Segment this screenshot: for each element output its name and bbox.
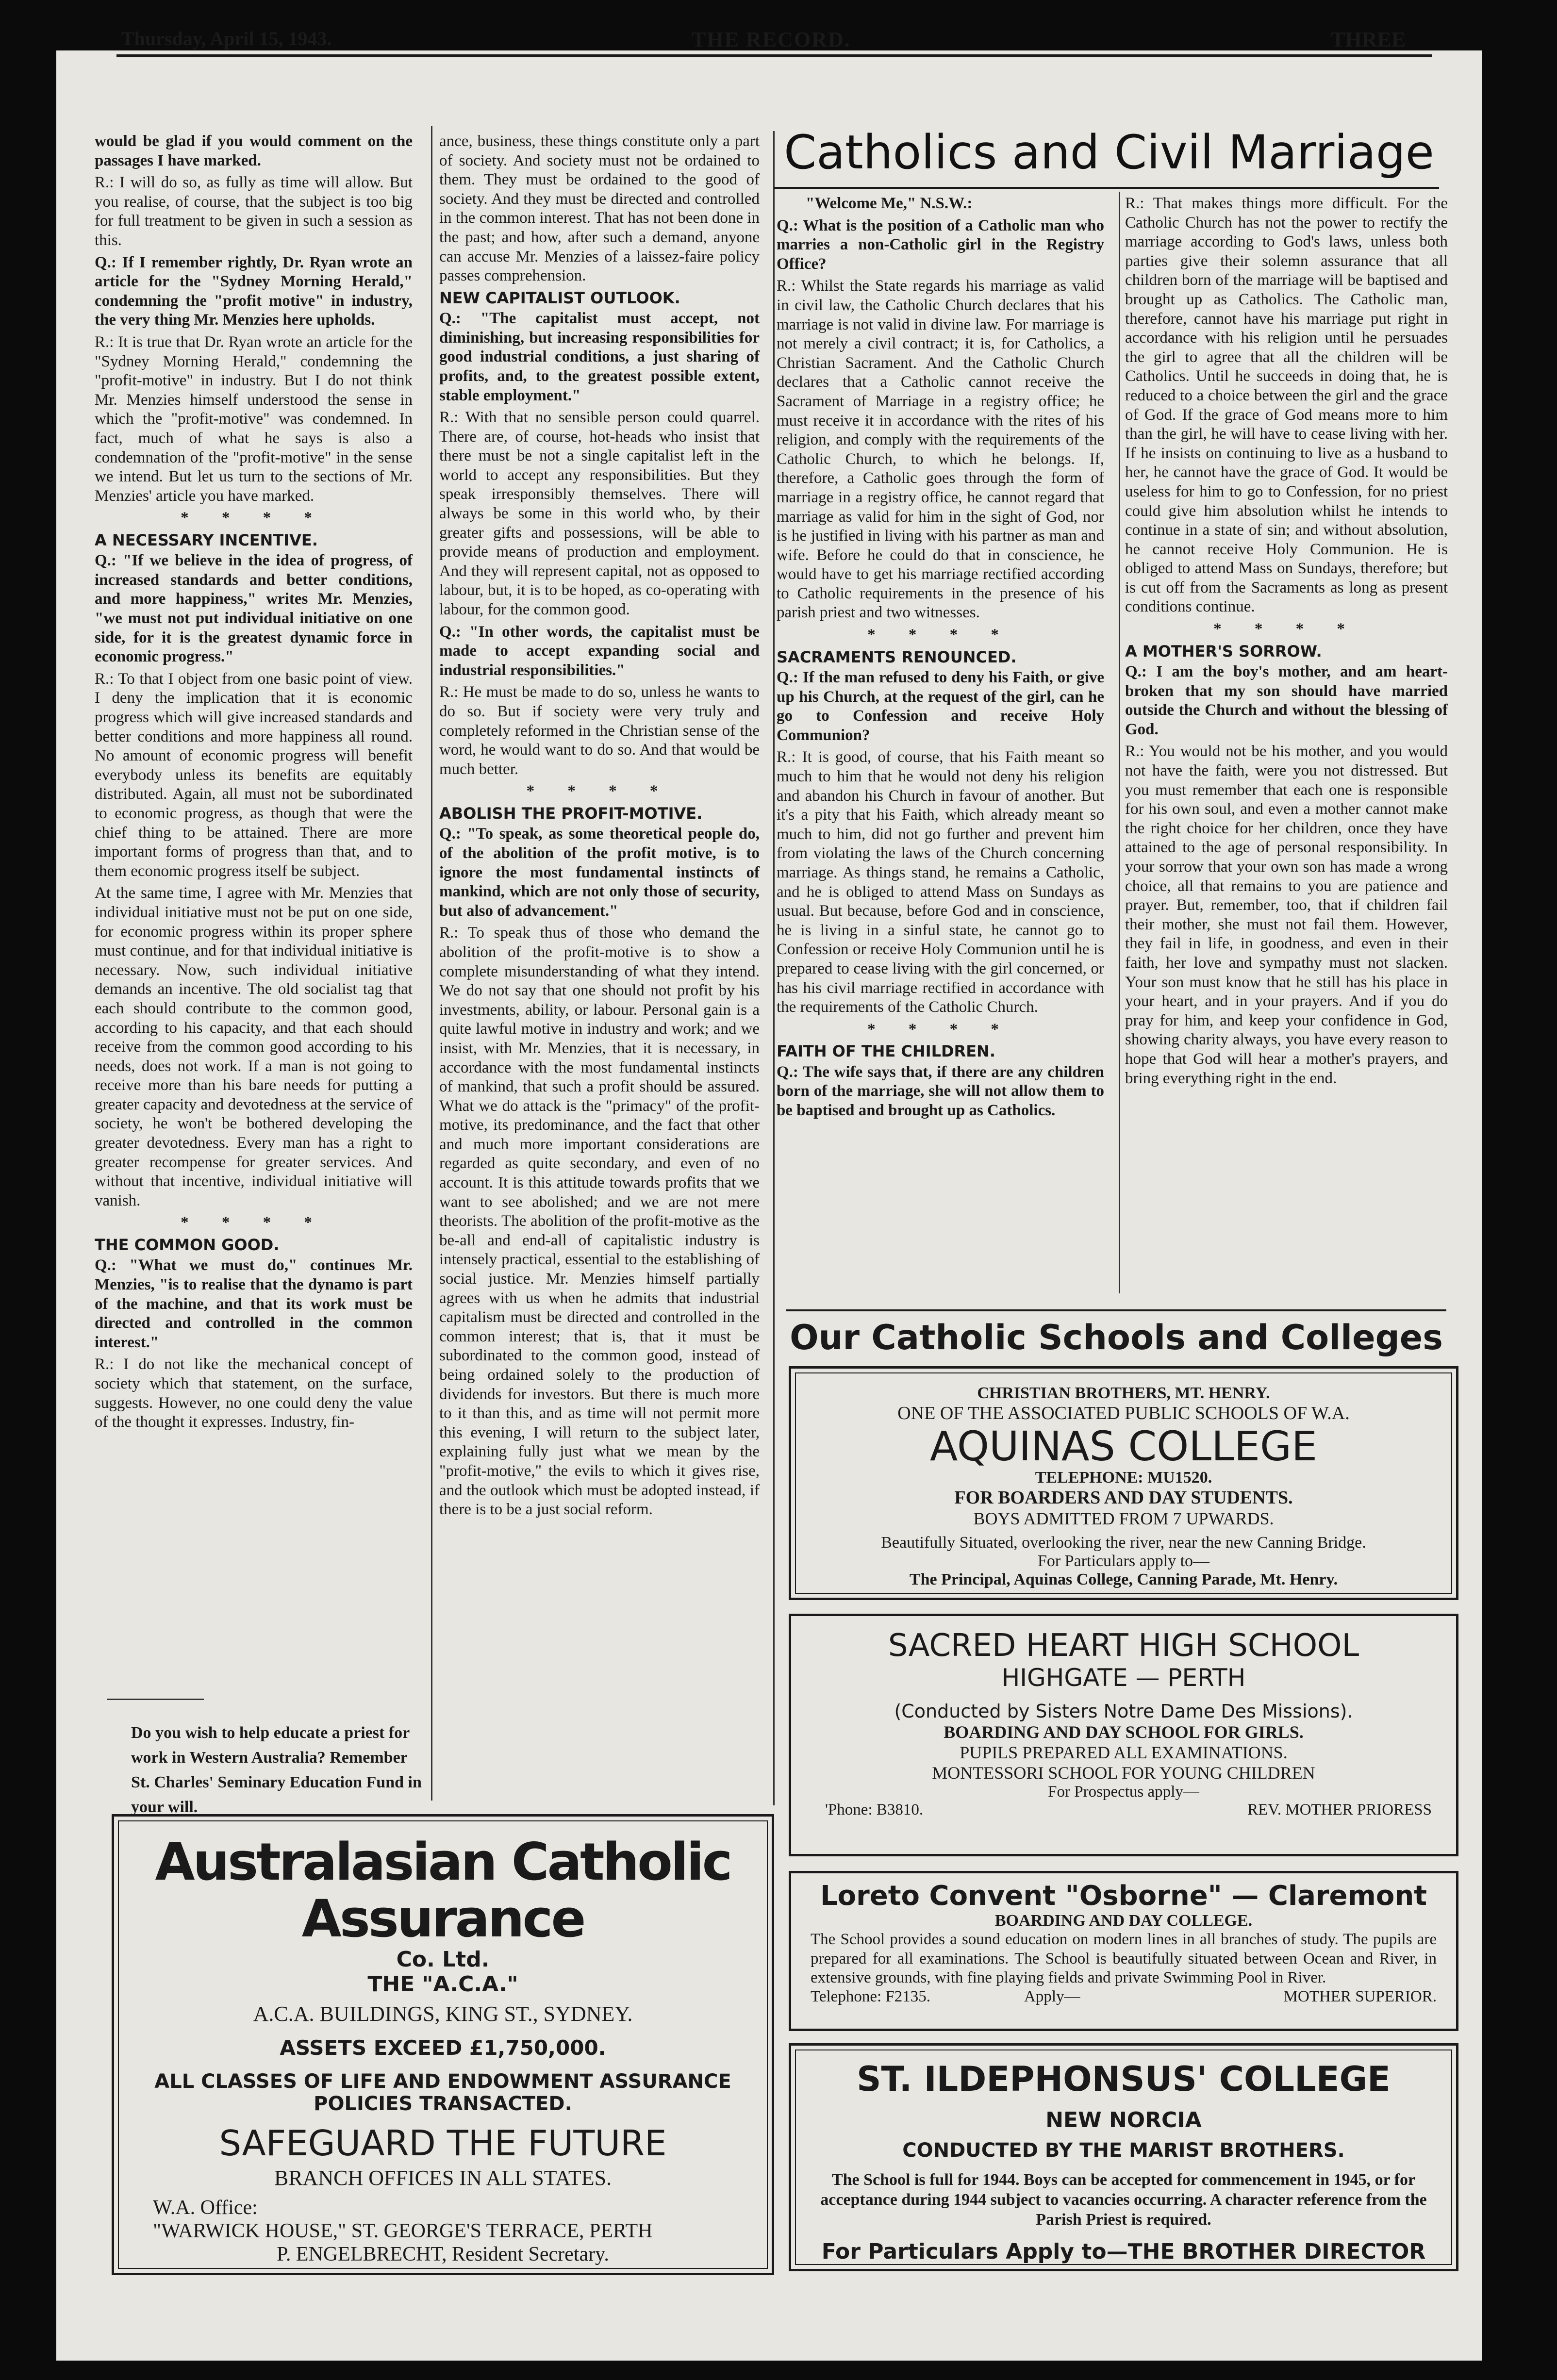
question: Q.: "In other words, the capitalist must be made to accept expanding social and industrial responsibilities." bbox=[439, 623, 760, 679]
paragraph: R.: It is true that Dr. Ryan wrote an article for the "Sydney Morning Herald," condemning the "profit-motive" in industry. But I do not think Mr. Menzies himself understood the sense in which the "profit-motive" was condemned. In fact, much of what he says is also a condemnation of the "profit-motive" in the sense we intend. But let us turn to the sections of Mr. Menzies' article you have marked. bbox=[95, 333, 413, 505]
ad-line: CONDUCTED BY THE MARIST BROTHERS. bbox=[902, 2139, 1345, 2162]
question: Q.: If I remember rightly, Dr. Ryan wrote an article for the "Sydney Morning Herald," condemning the "profit motive" in industry, the very thing Mr. Menzies here upholds. bbox=[95, 253, 413, 329]
subheading: ABOLISH THE PROFIT-MOTIVE. bbox=[439, 804, 703, 823]
page-number: THREE bbox=[1331, 28, 1406, 51]
ad-line: "WARWICK HOUSE," ST. GEORGE'S TERRACE, PERTH bbox=[153, 2220, 653, 2243]
st-ildephonsus-college-ad bbox=[789, 2043, 1458, 2271]
section-rule bbox=[786, 1309, 1446, 1311]
ad-line: The Principal, Aquinas College, Canning Parade, Mt. Henry. bbox=[909, 1570, 1338, 1589]
paragraph: would be glad if you would comment on the passages I have marked. bbox=[95, 132, 413, 169]
column-rule bbox=[1119, 192, 1120, 1293]
question: Q.: "What we must do," continues Mr. Menzies, "is to realise that the dynamo is part of the machine, and that its work must be directed and controlled in the common interest." bbox=[95, 1256, 413, 1351]
ad-line: Beautifully Situated, overlooking the river, near the new Canning Bridge. bbox=[881, 1534, 1366, 1552]
school-name: SACRED HEART HIGH SCHOOL bbox=[888, 1628, 1359, 1664]
ad-line: ONE OF THE ASSOCIATED PUBLIC SCHOOLS OF W.A. bbox=[897, 1403, 1350, 1423]
ad-line: A.C.A. BUILDINGS, KING ST., SYDNEY. bbox=[253, 2002, 633, 2026]
school-name: ST. ILDEPHONSUS' COLLEGE bbox=[857, 2059, 1391, 2099]
section-stars: * * * * bbox=[1213, 620, 1359, 638]
paragraph: R.: I do not like the mechanical concept of society which that statement, on the surface, suggests. However, no one could deny the value of the thought it expresses. Industry, fin- bbox=[95, 1355, 413, 1431]
section-stars: * * * * bbox=[181, 509, 327, 527]
ad-line: W.A. Office: bbox=[153, 2197, 258, 2219]
ad-line: ASSETS EXCEED £1,750,000. bbox=[280, 2036, 606, 2060]
marriage-column-1 bbox=[777, 194, 1104, 1124]
ad-line: BOARDING AND DAY COLLEGE. bbox=[994, 1912, 1253, 1930]
paragraph: R.: To speak thus of those who demand the abolition of the profit-motive is to show a complete misunderstanding of what they intend. We do not say that one should not profit by his investments, ability, or labour. Personal gain is a quite lawful motive in industry and work; and we insist, with Mr. Menzies, that it is necessary, in accordance with the most fundamental instincts of mankind, that such a profit should be assured. What we do attack is the "primacy" of the profit-motive, its predominance, and the fact that other and much more important considerations are regarded as quite secondary, and even of no account. It is this attitude towards profits that we want to see abolished; and we are not mere theorists. The abolition of the profit-motive as the be-all and end-all of capitalistic industry is intensely practical, essential to the establishing of social justice. Mr. Menzies himself partially agrees with us when he admits that industrial capitalism must be directed and controlled in the common interest; that is, that it must be subordinated to the common good, instead of being ordained solely to the production of dividends for investors. But there is much more to it than this, and as time will not permit more this evening, I will return to the subject later, explaining fully just what we mean by the "profit-motive," the evils to which it gives rise, and the outlook which must be adopted instead, if there is to be a just social reform. bbox=[439, 924, 760, 1519]
ad-line: MOTHER SUPERIOR. bbox=[1283, 1987, 1437, 2005]
ad-line: REV. MOTHER PRIORESS bbox=[1247, 1801, 1432, 1818]
ad-line: For Prospectus apply— bbox=[1048, 1783, 1199, 1801]
school-name: AQUINAS COLLEGE bbox=[929, 1422, 1318, 1470]
marriage-article-title: Catholics and Civil Marriage bbox=[784, 125, 1434, 180]
school-location: NEW NORCIA bbox=[1045, 2108, 1202, 2132]
sacred-heart-school-ad bbox=[789, 1614, 1458, 1856]
loreto-convent-ad bbox=[789, 1871, 1458, 2031]
subheading: A NECESSARY INCENTIVE. bbox=[95, 530, 318, 549]
aca-assurance-ad bbox=[112, 1814, 774, 2275]
title-rule bbox=[774, 187, 1439, 189]
paragraph: R.: To that I object from one basic point of view. I deny the implication that it is economic progress which will give increased standards and better conditions and more happiness all round. No amount of economic progress will benefit everybody unless its benefits are equitably distributed. Again, all must not be subordinated to economic progress, as though that were the chief thing to be attained. There are more important forms of progress than that, and to them economic progress itself be subject. bbox=[95, 670, 413, 880]
question: Q.: I am the boy's mother, and am heart-broken that my son should have married outside the Church and without the blessing of God. bbox=[1125, 663, 1448, 738]
paragraph: R.: That makes things more difficult. For the Catholic Church has not the power to rectify the marriage according to God's laws, unless both parties give their solemn assurance that all children born of the marriage will be baptised and brought up as Catholics. The Catholic man, therefore, cannot have his marriage put right in accordance with his religion until he persuades the girl to agree that all the children will be Catholics. Until he succeeds in doing that, he is reduced to a choice between the girl and the grace of God. If the grace of God means more to him than the girl, he will have to cease living with her. If he insists on continuing to live as a husband to her, he cannot have the grace of God. It would be useless for him to go to Confession, for no priest could give him absolution whilst he intends to continue in a state of sin; and without absolution, he cannot receive Holy Communion. He is obliged to attend Mass on Sundays, therefore; but is cut off from the Sacraments as long as present conditions continue. bbox=[1125, 195, 1448, 616]
subheading: FAITH OF THE CHILDREN. bbox=[777, 1042, 995, 1061]
ad-line: MONTESSORI SCHOOL FOR YOUNG CHILDREN bbox=[932, 1763, 1315, 1783]
ad-line: CHRISTIAN BROTHERS, MT. HENRY. bbox=[977, 1384, 1270, 1402]
article-column-1 bbox=[95, 132, 413, 1435]
question: Q.: The wife says that, if there are any children born of the marriage, she will not allow them to be baptised and brought up as Catholics. bbox=[777, 1063, 1104, 1119]
question: Q.: "If we believe in the idea of progress, of increased standards and better conditions, and more happiness," writes Mr. Menzies, "we must not put individual initiative on one side, for it is the greatest dynamic force in economic progress." bbox=[95, 552, 413, 666]
question: Q.: What is the position of a Catholic man who marries a non-Catholic girl in the Registry Office? bbox=[777, 216, 1104, 273]
ad-line: BOARDING AND DAY SCHOOL FOR GIRLS. bbox=[944, 1722, 1304, 1742]
subheading: THE COMMON GOOD. bbox=[95, 1236, 280, 1255]
ad-line: FOR BOARDERS AND DAY STUDENTS. bbox=[954, 1488, 1293, 1508]
ad-line: For Particulars Apply to—THE BROTHER DIRECTOR bbox=[821, 2239, 1426, 2264]
section-stars: * * * * bbox=[867, 626, 1013, 644]
header-rule bbox=[116, 54, 1432, 57]
question: Q.: "To speak, as some theoretical people do, of the abolition of the profit motive, is to ignore the most fundamental instincts of mankind, which are not only those of security, but also of advancement." bbox=[439, 825, 760, 920]
ad-line: For Particulars apply to— bbox=[1037, 1552, 1210, 1570]
paragraph: R.: You would not be his mother, and you would not have the faith, were you not distressed. But you must remember that each one is responsible for his own soul, and even a mother cannot make the right choice for her children, once they have attained to the age of personal responsibility. In your sorrow that your own son has made a wrong choice, all that remains to you are patience and prayer. But, remember, too, that if children fail their mother, she must not fail them. However, they fail in life, in goodness, and even in their faith, her love and sympathy must not slacken. Your son must know that he still has his place in your heart, and in your prayers. And if you do pray for him, and keep your confidence in God, showing charity always, you have every reason to hope that God will hear a mother's prayers, and bring everything right in the end. bbox=[1125, 743, 1448, 1087]
subheading: SACRAMENTS RENOUNCED. bbox=[777, 647, 1017, 666]
aquinas-college-ad bbox=[789, 1366, 1458, 1600]
schools-title: Our Catholic Schools and Colleges bbox=[790, 1318, 1443, 1357]
paragraph: R.: With that no sensible person could quarrel. There are, of course, hot-heads who insist that there must be not a single capitalist left in the world to accept any responsibilities. But they speak irresponsibly themselves. There will always be some in this world who, by their greater gifts and possessions, will be able to provide means of production and employment. And they will represent capital, not as opposed to labour, but, it is to be hoped, as co-operating with labour, for the common good. bbox=[439, 409, 760, 619]
ad-line: Apply— bbox=[1024, 1987, 1080, 2005]
ad-line: BRANCH OFFICES IN ALL STATES. bbox=[274, 2166, 612, 2190]
column-rule bbox=[431, 126, 432, 1801]
ad-line: (Conducted by Sisters Notre Dame Des Missions). bbox=[894, 1701, 1353, 1722]
question: Q.: "The capitalist must accept, not diminishing, but increasing responsibilities for good industrial conditions, a just sharing of profits, and, to the greatest possible extent, stable employment." bbox=[439, 310, 760, 404]
paragraph: R.: It is good, of course, that his Faith meant so much to him that he would not deny his religion and abandon his Church in favour of another. But it's a pity that his Faith, which already meant so much to him, did not go further and prevent him from violating the laws of the Church concerning marriage. As things stand, he remains a Catholic, and he is obliged to attend Mass on Sundays as usual. But because, before God and in conscience, he is living in a sinful state, he cannot go to Confession or receive Holy Communion until he is prepared to cease living with the girl concerned, or has his civil marriage rectified in accordance with the requirements of the Catholic Church. bbox=[777, 748, 1104, 1016]
paragraph: R.: I will do so, as fully as time will allow. But you realise, of course, that the subject is too big for full treatment to be given in such a session as this. bbox=[95, 174, 413, 249]
letter-signature: "Welcome Me," N.S.W.: bbox=[806, 195, 973, 212]
question: Q.: If the man refused to deny his Faith, or give up his Church, at the request of the girl, can he go to Confession and receive Holy Communion? bbox=[777, 669, 1104, 744]
ad-slogan: SAFEGUARD THE FUTURE bbox=[219, 2123, 667, 2164]
divider bbox=[107, 1699, 204, 1700]
ad-line: THE "A.C.A." bbox=[367, 1972, 518, 1997]
marriage-column-2 bbox=[1125, 194, 1448, 1091]
paragraph: R.: Whilst the State regards his marriage as valid in civil law, the Catholic Church declares that his marriage is not valid in divine law. For marriage is not merely a civil contract; it is, for Catholics, a Christian Sacrament. And the Catholic Church declares that a Catholic cannot receive the Sacrament of Marriage in a registry office; he must receive it in accordance with the rites of his religion, and comply with the requirements of the Catholic Church, to which he belongs. If, therefore, a Catholic goes through the form of marriage in a registry office, he cannot regard that marriage as valid for him in the sight of God, nor is he justified in living with his partner as man and wife. Before he could do that in conscience, he would have to get his marriage rectified according to Catholic requirements in the presence of his parish priest and two witnesses. bbox=[777, 277, 1104, 622]
ad-line: PUPILS PREPARED ALL EXAMINATIONS. bbox=[960, 1743, 1288, 1762]
ad-line: P. ENGELBRECHT, Resident Secretary. bbox=[277, 2243, 609, 2266]
paragraph: ance, business, these things constitute only a part of society. And society must not be ordained to them. They must be ordained to the good of society. And they must be directed and controlled in the common interest. That has not been done in the past; and how, after such a demand, anyone can accuse Mr. Menzies of a laissez-faire policy passes comprehension. bbox=[439, 132, 760, 285]
section-stars: * * * * bbox=[526, 782, 673, 800]
subheading: NEW CAPITALIST OUTLOOK. bbox=[439, 288, 680, 307]
subheading: A MOTHER'S SORROW. bbox=[1125, 642, 1322, 661]
school-location: HIGHGATE — PERTH bbox=[1001, 1664, 1246, 1692]
section-stars: * * * * bbox=[181, 1214, 327, 1232]
ad-line: The School is full for 1944. Boys can be accepted for commencement in 1945, or for acceptance during 1944 subject to vacancies occurring. A character reference from the Parish Priest is required. bbox=[820, 2171, 1427, 2229]
ad-line: Co. Ltd. bbox=[396, 1947, 490, 1972]
paragraph: At the same time, I agree with Mr. Menzies that individual initiative must not be put on one side, for economic progress within its proper sphere must continue, and for that individual initiative is necessary. Now, such individual initiative demands an incentive. The old socialist tag that each should contribute to the common good, according to his capacity, and that each should receive from the common good according to his needs, does not work. If a man is not going to receive more than his bare needs for putting a greater capacity and devotedness at the service of society, he won't be bothered developing the greater devotedness. Every man has a right to greater recompense for greater services. And without that incentive, individual initiative will vanish. bbox=[95, 884, 413, 1209]
school-name: Loreto Convent "Osborne" — Claremont bbox=[820, 1880, 1427, 1912]
company-name: Australasian Catholic Assurance bbox=[155, 1832, 731, 1949]
school-phone: TELEPHONE: MU1520. bbox=[1035, 1469, 1212, 1487]
issue-date: Thursday, April 15, 1943. bbox=[121, 28, 332, 50]
ad-line: BOYS ADMITTED FROM 7 UPWARDS. bbox=[973, 1509, 1274, 1529]
ad-line: The School provides a sound education on modern lines in all branches of study. The pupils are prepared for all examinations. The School is beautifully situated between Ocean and River, in extensive grounds, with fine playing fields and private Swimming Pool in River. bbox=[811, 1931, 1437, 1987]
seminary-notice: Do you wish to help educate a priest for work in Western Australia? Remember St. Charles' Seminary Education Fund in your will. bbox=[131, 1724, 422, 1816]
section-stars: * * * * bbox=[867, 1020, 1013, 1038]
newspaper-name: THE RECORD. bbox=[692, 28, 851, 51]
article-column-2 bbox=[439, 132, 760, 1522]
school-phone: Telephone: F2135. bbox=[811, 1987, 930, 2005]
school-phone: 'Phone: B3810. bbox=[825, 1801, 924, 1818]
column-rule bbox=[773, 131, 775, 1805]
paragraph: R.: He must be made to do so, unless he wants to do so. But if society were very truly and completely reformed in the Christian sense of the word, he would want to do so. And that would be much better. bbox=[439, 683, 760, 778]
ad-line: ALL CLASSES OF LIFE AND ENDOWMENT ASSURANCE POLICIES TRANSACTED. bbox=[154, 2070, 731, 2116]
